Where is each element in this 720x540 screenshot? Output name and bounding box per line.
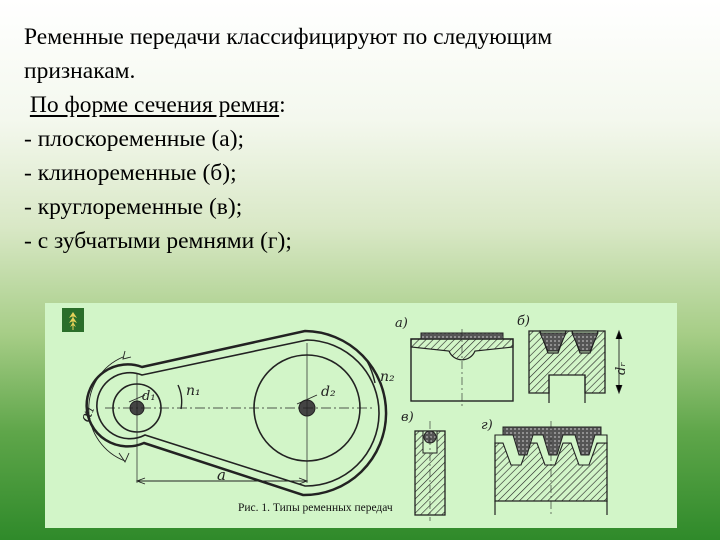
part-a-label: а) xyxy=(395,316,408,331)
toothed-belt-section xyxy=(495,421,607,517)
belt-drive-figure xyxy=(45,303,677,528)
n2-label: n₂ xyxy=(380,369,395,385)
subheading-colon: : xyxy=(279,92,286,118)
belt-drive-view xyxy=(87,331,386,495)
part-v-label: в) xyxy=(401,410,414,425)
list-item: - круглоременные (в); xyxy=(24,194,243,220)
alpha1-label: α₁ xyxy=(75,403,99,425)
intro-line-2: признакам. xyxy=(24,58,136,84)
list-item: - с зубчатыми ремнями (г); xyxy=(24,228,292,254)
d1-label: d₁ xyxy=(142,389,156,404)
list-item: - клиноременные (б); xyxy=(24,160,237,186)
subheading-text: По форме сечения ремня xyxy=(29,92,280,118)
subheading xyxy=(24,88,704,122)
part-b-label: б) xyxy=(517,314,531,329)
dr-label: dᵣ xyxy=(614,362,629,375)
v-belt-section xyxy=(529,331,622,403)
intro-line-1: Ременные передачи классифицируют по следующим xyxy=(24,24,553,50)
flat-belt-section xyxy=(411,329,513,408)
n1-label: n₁ xyxy=(186,383,201,399)
belt-drive-drawing xyxy=(45,303,677,528)
wheat-emblem-icon xyxy=(62,308,84,332)
slide-text xyxy=(24,20,704,258)
d2-label: d₂ xyxy=(321,384,336,400)
a-label: a xyxy=(217,466,226,484)
list-item: - плоскоременные (а); xyxy=(24,126,245,152)
figure-caption: Рис. 1. Типы ременных передач xyxy=(238,502,393,514)
round-belt-section xyxy=(415,421,445,521)
part-g-label: г) xyxy=(481,418,493,433)
